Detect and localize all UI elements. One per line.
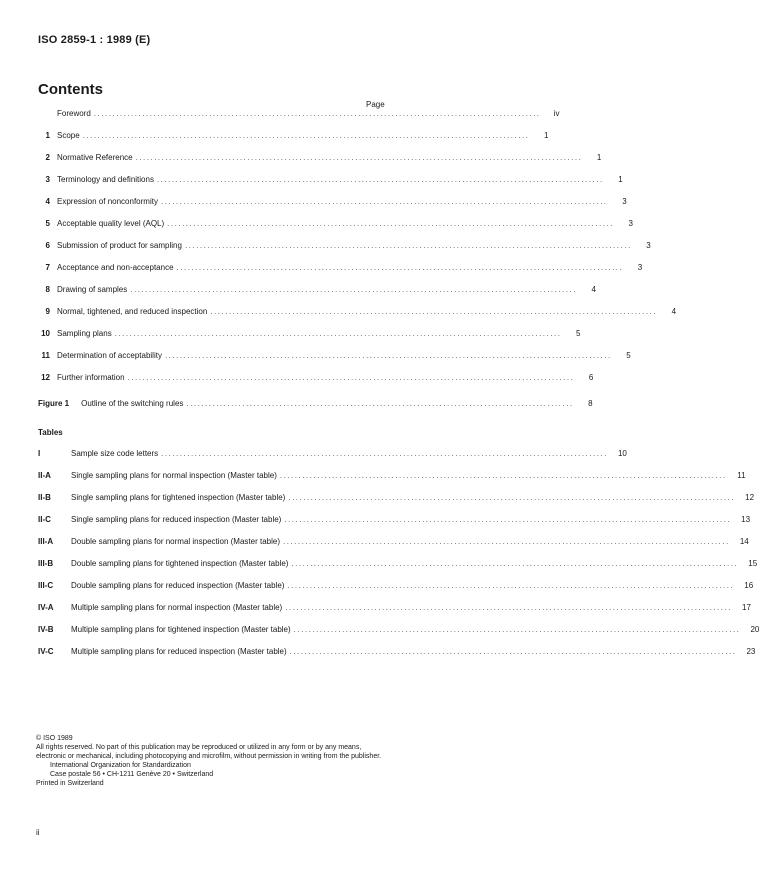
entry-page: 20 xyxy=(750,625,759,634)
leader-dots: ........................................................................................................................ xyxy=(93,109,541,118)
leader-dots: ........................................................................................................................ xyxy=(293,625,741,634)
entry-label: Expression of nonconformity xyxy=(57,197,158,206)
leader-dots: ........................................................................................................................ xyxy=(279,471,727,480)
toc-entry[interactable] xyxy=(38,329,581,351)
entry-label: Sampling plans xyxy=(57,329,112,338)
entry-label: Further information xyxy=(57,373,125,382)
toc-entry[interactable] xyxy=(38,559,758,581)
toc-entry[interactable] xyxy=(38,263,643,285)
leader-dots: ........................................................................................................................ xyxy=(284,515,732,524)
figure-page: 8 xyxy=(588,399,593,408)
leader-dots: ........................................................................................................................ xyxy=(291,559,739,568)
leader-dots: ........................................................................................................................ xyxy=(283,537,730,546)
entry-number: II-B xyxy=(38,493,51,502)
leader-dots: ........................................................................................................................ xyxy=(82,131,530,140)
organization-name: International Organization for Standardization xyxy=(50,762,191,769)
entry-page: 1 xyxy=(596,153,602,162)
tables-heading: Tables xyxy=(38,427,63,437)
entry-label: Sample size code letters xyxy=(71,449,159,458)
entry-number: 8 xyxy=(45,285,50,294)
entry-label: Multiple sampling plans for normal inspection (Master table) xyxy=(71,603,283,612)
entry-label: Single sampling plans for reduced inspection (Master table) xyxy=(71,515,282,524)
entry-label: Drawing of samples xyxy=(57,285,128,294)
entry-number: III-A xyxy=(38,537,54,546)
toc-entry[interactable] xyxy=(38,285,596,307)
entry-number: 10 xyxy=(41,329,50,338)
leader-dots: ........................................................................................................................ xyxy=(127,373,575,382)
toc-entry[interactable] xyxy=(38,153,602,175)
entry-label: Normative Reference xyxy=(57,153,133,162)
entry-page: 3 xyxy=(628,219,633,228)
leader-dots: ........................................................................................................................ xyxy=(176,263,624,272)
entry-number: 4 xyxy=(45,197,50,206)
toc-tables xyxy=(38,449,759,669)
entry-number: II-C xyxy=(38,515,51,524)
entry-label: Single sampling plans for normal inspection (Master table) xyxy=(71,471,277,480)
toc-entry[interactable] xyxy=(38,373,594,395)
toc-entry[interactable] xyxy=(38,603,751,625)
entry-page: 3 xyxy=(622,197,627,206)
entry-label: Multiple sampling plans for tightened inspection (Master table) xyxy=(71,625,291,634)
entry-page: 13 xyxy=(741,515,751,524)
leader-dots: ........................................................................................................................ xyxy=(167,219,614,228)
toc-entry[interactable] xyxy=(38,131,549,153)
entry-label: Double sampling plans for tightened inspection (Master table) xyxy=(71,559,289,568)
entry-number: 9 xyxy=(45,307,50,316)
toc-entry[interactable] xyxy=(38,493,755,515)
entry-number: III-B xyxy=(38,559,54,568)
entry-number: 5 xyxy=(45,219,50,228)
entry-number: 1 xyxy=(45,131,50,140)
toc-entry[interactable] xyxy=(38,537,749,559)
entry-number: I xyxy=(38,449,41,458)
leader-dots: ........................................................................................................................ xyxy=(289,647,737,656)
entry-page: 5 xyxy=(575,329,581,338)
entry-number: III-C xyxy=(38,581,54,590)
table-of-contents xyxy=(38,109,759,669)
leader-dots: ........................................................................................................................ xyxy=(161,449,608,458)
toc-entry[interactable] xyxy=(38,109,560,131)
entry-page: 17 xyxy=(742,603,751,612)
entry-page: 16 xyxy=(744,581,754,590)
leader-dots: ........................................................................................................................ xyxy=(184,241,632,250)
toc-entry[interactable] xyxy=(38,449,627,471)
toc-entry[interactable] xyxy=(38,307,677,329)
leader-dots: ........................................................................................................................ xyxy=(135,153,583,162)
toc-entry[interactable] xyxy=(38,625,759,647)
toc-entry[interactable] xyxy=(38,219,633,241)
figure-label: Outline of the switching rules xyxy=(81,399,184,408)
entry-page: 4 xyxy=(671,307,677,316)
entry-label: Acceptance and non-acceptance xyxy=(57,263,174,272)
entry-number: 6 xyxy=(45,241,50,250)
entry-number: IV-C xyxy=(38,647,54,656)
leader-dots: ........................................................................................................................ xyxy=(114,329,562,338)
entry-label: Double sampling plans for reduced inspection (Master table) xyxy=(71,581,285,590)
entry-label: Submission of product for sampling xyxy=(57,241,182,250)
page-number: ii xyxy=(36,828,40,837)
entry-label: Scope xyxy=(57,131,80,140)
leader-dots: ........................................................................................................................ xyxy=(287,581,735,590)
entry-page: 23 xyxy=(746,647,756,656)
toc-entry[interactable] xyxy=(38,471,746,493)
leader-dots: ........................................................................................................................ xyxy=(285,603,732,612)
entry-label: Double sampling plans for normal inspection (Master table) xyxy=(71,537,280,546)
entry-page: 4 xyxy=(591,285,596,294)
rights-statement: All rights reserved. No part of this publication may be reproduced or utilized in any form or by any means, electronic or mechanical, including photocopying and microfilm, without permission in writing from the publisher. xyxy=(36,744,382,760)
copyright-block xyxy=(36,734,386,788)
toc-entry[interactable] xyxy=(38,515,751,537)
toc-entry[interactable] xyxy=(38,647,756,669)
entry-page: 6 xyxy=(588,373,594,382)
leader-dots: ........................................................................................................................ xyxy=(164,351,612,360)
entry-label: Single sampling plans for tightened inspection (Master table) xyxy=(71,493,286,502)
leader-dots: ........................................................................................................................ xyxy=(160,197,608,206)
entry-page: 5 xyxy=(626,351,631,360)
entry-label: Foreword xyxy=(57,109,91,118)
toc-entry[interactable] xyxy=(38,175,623,197)
figure-number: Figure 1 xyxy=(38,399,70,408)
entry-label: Normal, tightened, and reduced inspection xyxy=(57,307,208,316)
entry-label: Determination of acceptability xyxy=(57,351,162,360)
entry-page: 1 xyxy=(543,131,549,140)
entry-page: 12 xyxy=(745,493,755,502)
entry-page: 10 xyxy=(617,449,627,458)
entry-page: 15 xyxy=(748,559,758,568)
entry-page: 14 xyxy=(739,537,749,546)
entry-page: 11 xyxy=(737,471,746,480)
leader-dots: ........................................................................................................................ xyxy=(156,175,604,184)
entry-number: 12 xyxy=(41,373,50,382)
toc-entries xyxy=(38,109,677,395)
entry-number: 7 xyxy=(45,263,50,272)
entry-label: Multiple sampling plans for reduced inspection (Master table) xyxy=(71,647,287,656)
toc-entry[interactable] xyxy=(38,581,754,603)
entry-number: 11 xyxy=(41,351,50,360)
entry-number: II-A xyxy=(38,471,51,480)
entry-number: IV-A xyxy=(38,603,54,612)
leader-dots: ........................................................................................................................ xyxy=(288,493,736,502)
entry-page: 3 xyxy=(646,241,651,250)
document-header: ISO 2859-1 : 1989 (E) xyxy=(38,34,151,46)
toc-entry[interactable] xyxy=(38,197,627,219)
page-column-label: Page xyxy=(366,100,385,109)
entry-page: 1 xyxy=(618,175,623,184)
toc-figure-entry[interactable] xyxy=(38,399,593,421)
leader-dots: ........................................................................................................ xyxy=(186,399,574,408)
entry-page: 3 xyxy=(637,263,643,272)
leader-dots: ........................................................................................................................ xyxy=(210,307,658,316)
copyright-line: © ISO 1989 xyxy=(36,735,73,742)
toc-entry[interactable] xyxy=(38,241,651,263)
page-title: Contents xyxy=(38,81,103,98)
entry-page: iv xyxy=(553,109,560,118)
entry-number: 3 xyxy=(45,175,50,184)
printed-in: Printed in Switzerland xyxy=(36,780,104,787)
entry-number: 2 xyxy=(45,153,50,162)
entry-number: IV-B xyxy=(38,625,54,634)
entry-label: Terminology and definitions xyxy=(57,175,154,184)
leader-dots: ........................................................................................................................ xyxy=(130,285,577,294)
entry-label: Acceptable quality level (AQL) xyxy=(57,219,165,228)
organization-address: Case postale 56 • CH-1211 Genève 20 • Switzerland xyxy=(50,771,214,778)
toc-entry[interactable] xyxy=(38,351,631,373)
